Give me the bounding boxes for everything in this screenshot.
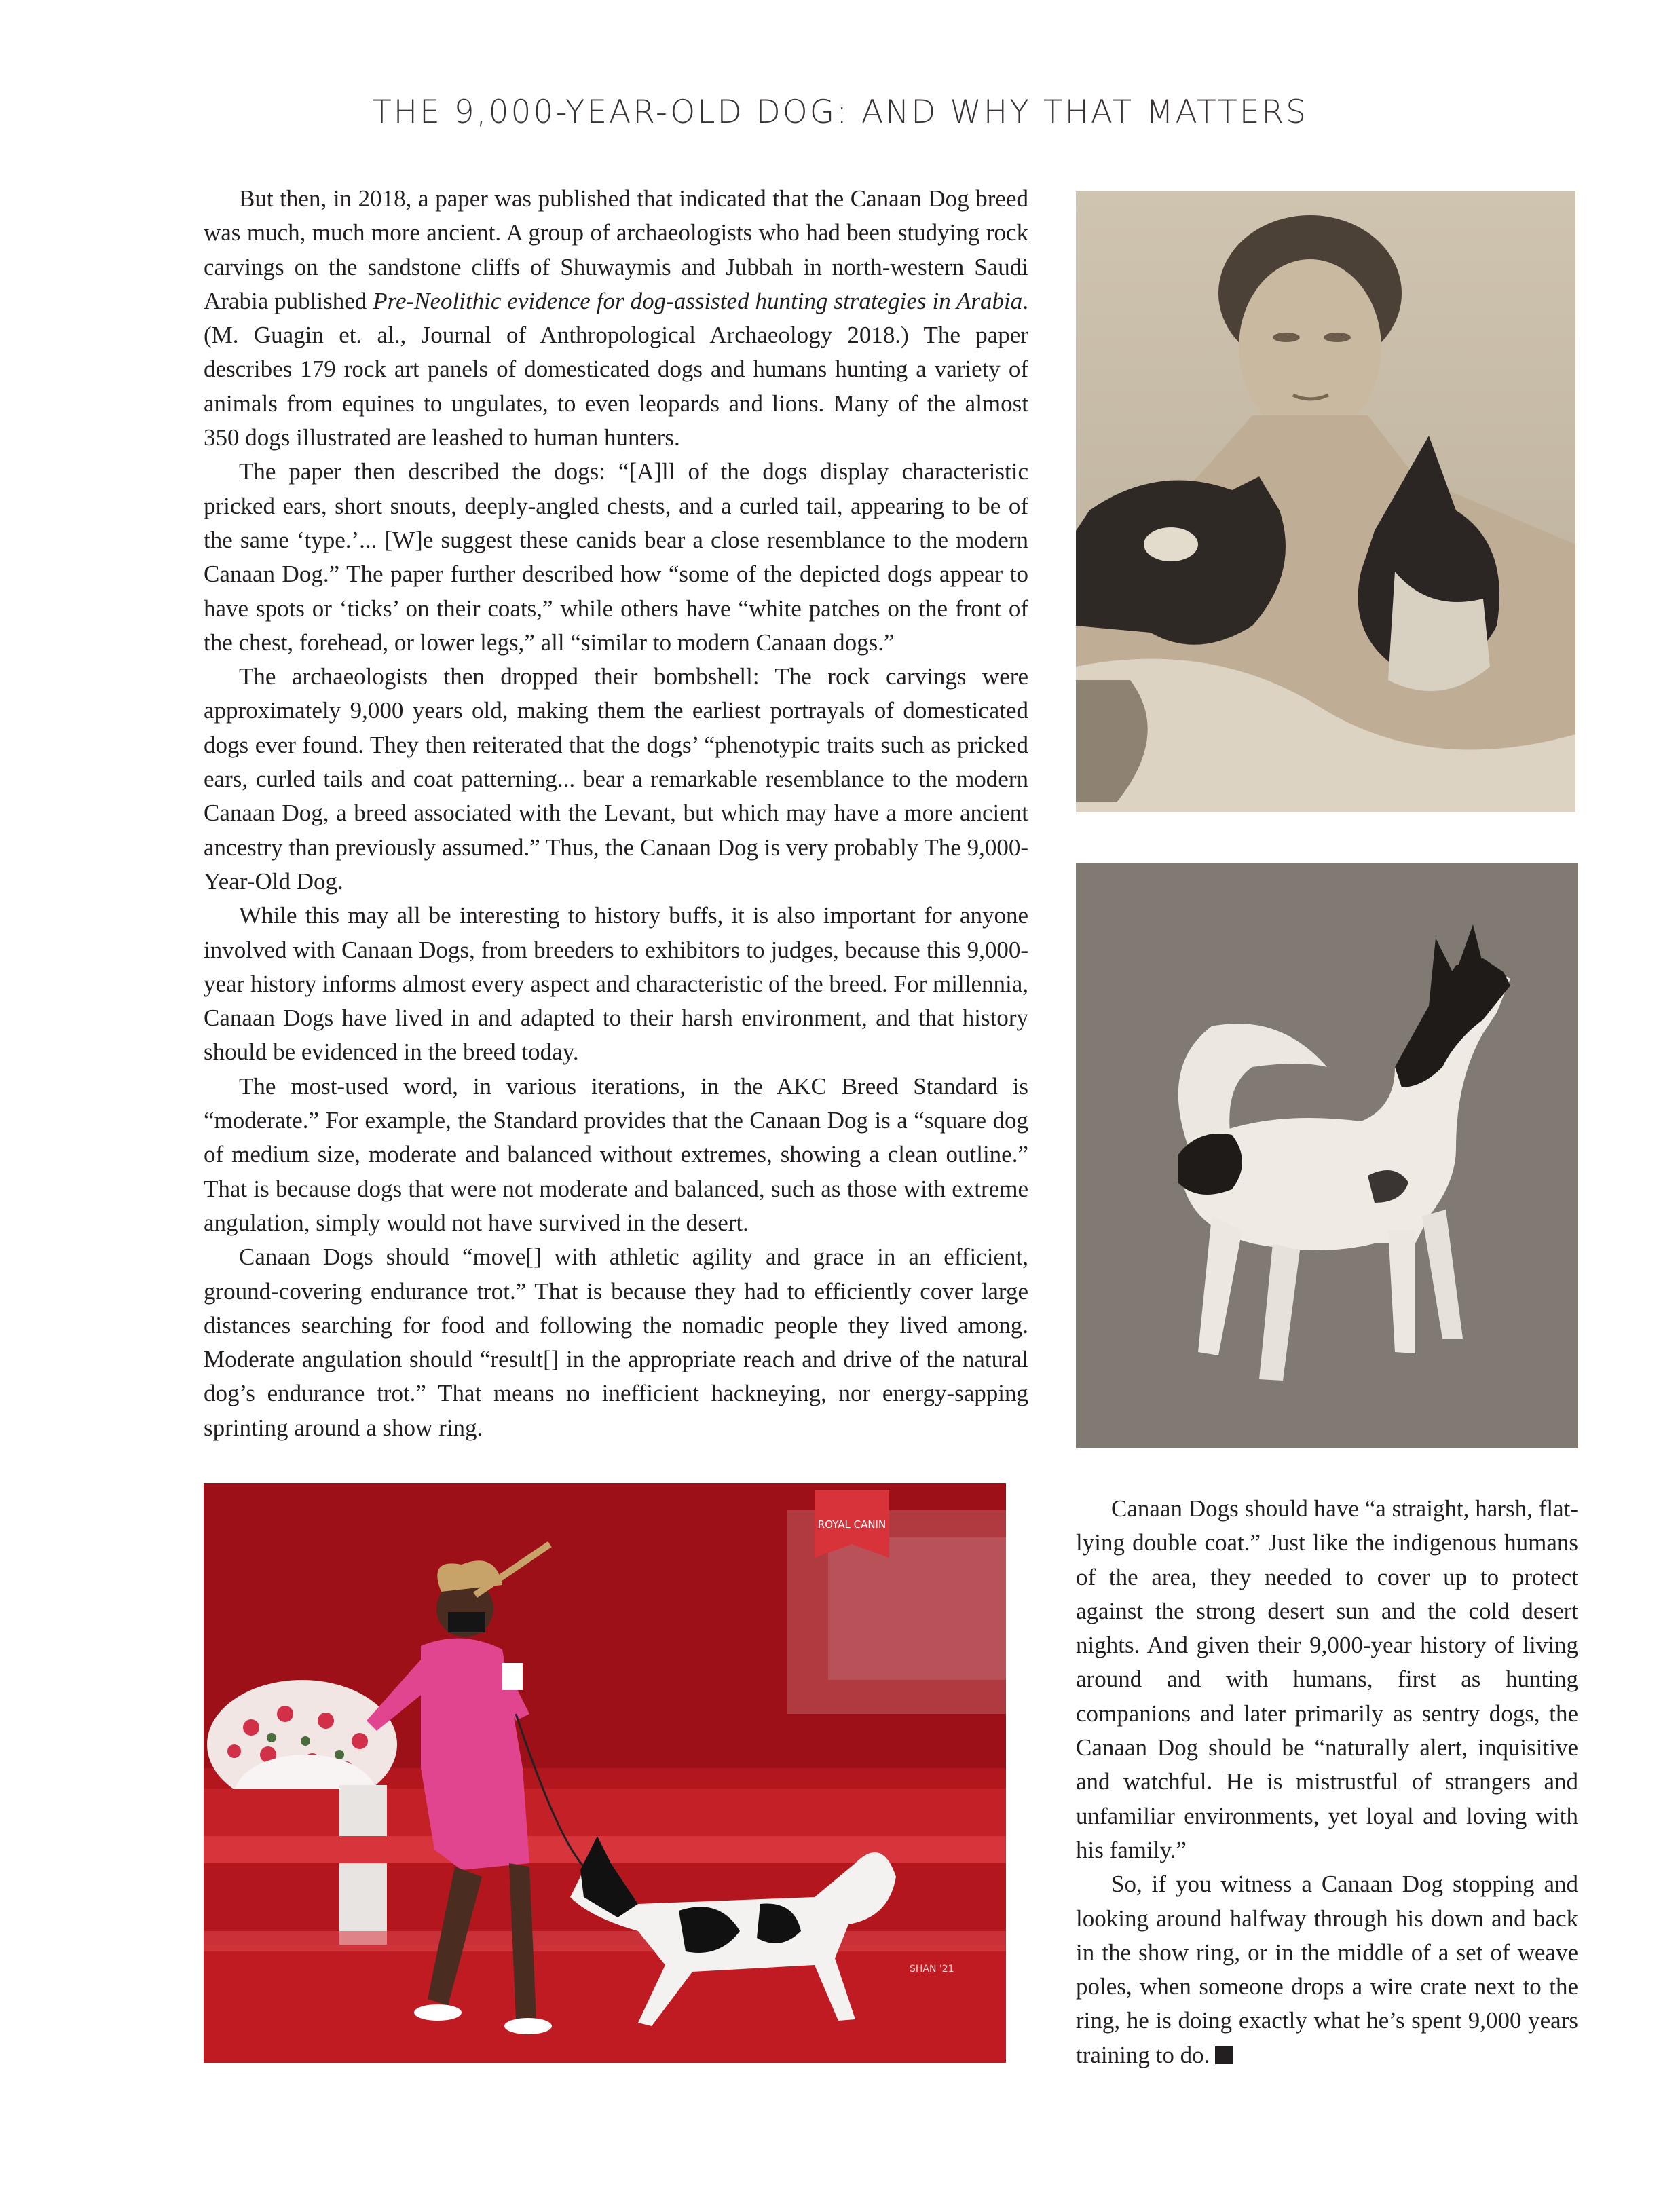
- photo-standing-dog: [1076, 863, 1578, 1448]
- right-paragraph-1: Canaan Dogs should have “a straight, harsh, flat-lying double coat.” Just like the indigenous humans of the area, they needed to cover up to protect against the strong desert sun and the cold desert nights. And given their 9,000-year history of living around and with humans, first as hunting companions and later primarily as sentry dogs, the Canaan Dog should be “naturally alert, inquisitive and watchful. He is mistrustful of strangers and unfamiliar environments, yet loyal and loving with his family.”: [1076, 1495, 1578, 1863]
- paragraph-4: While this may all be interesting to history buffs, it is also important for anyone involved with Canaan Dogs, from breeders to exhibitors to judges, because this 9,000-year history informs almost every aspect and characteristic of the breed. For millennia, Canaan Dogs have lived in and adapted to their harsh environment, and that history should be evidenced in the breed today.: [204, 902, 1028, 1066]
- paper-title: Pre-Neolithic evidence for dog-assisted hunting strategies in Arabia: [373, 287, 1023, 314]
- paragraph-2: The paper then described the dogs: “[A]ll of the dogs display characteristic pricked ears, short snouts, deeply-angled chests, and a curled tail, appearing to be of the same ‘type.’... [W]e suggest these canids bear a close resemblance to the modern Canaan Dog.” The paper further described how “some of the depicted dogs appear to have spots or ‘ticks’ on their coats,” while others have “white patches on the front of the chest, forehead, or lower legs,” all “similar to modern Canaan dogs.”: [204, 458, 1028, 656]
- photo-credit: SHAN '21: [910, 1964, 954, 1975]
- right-paragraph-2: So, if you witness a Canaan Dog stopping and looking around halfway through his down and back in the show ring, or in the middle of a set of weave poles, when someone drops a wire crate next to the ring, he is doing exactly what he’s spent 9,000 years training to do.: [1076, 1871, 1578, 2068]
- page-title: THE 9,000-YEAR-OLD DOG: AND WHY THAT MATTERS: [372, 94, 1308, 131]
- photo-show-ring: [204, 1483, 1006, 2063]
- photo-woman-with-dogs: [1076, 191, 1575, 812]
- paragraph-5: The most-used word, in various iterations, in the AKC Breed Standard is “moderate.” For example, the Standard provides that the Canaan Dog is a “square dog of medium size, moderate and balanced without extremes, showing a clean outline.” That is because dogs that were not moderate and balanced, such as those with extreme angulation, simply would not have survived in the desert.: [204, 1072, 1028, 1236]
- paragraph-3: The archaeologists then dropped their bombshell: The rock carvings were approximately 9,000 years old, making them the earliest portrayals of domesticated dogs ever found. They then reiterated that the dogs’ “phenotypic traits such as pricked ears, curled tails and coat patterning... bear a remarkable resemblance to the modern Canaan Dog, a breed associated with the Levant, but which may have a more ancient ancestry than previously assumed.” Thus, the Canaan Dog is very probably The 9,000-Year-Old Dog.: [204, 663, 1028, 895]
- paragraph-6: Canaan Dogs should “move[] with athletic agility and grace in an efficient, ground-covering endurance trot.” That is because they had to efficiently cover large distances searching for food and following the nomadic people they lived among. Moderate angulation should “result[] in the appropriate reach and drive of the natural dog’s endurance trot.” That means no inefficient hackneying, nor energy-sapping sprinting around a show ring.: [204, 1243, 1028, 1441]
- end-mark-icon: [1215, 2046, 1233, 2064]
- banner-text: ROYAL CANIN: [817, 1518, 886, 1531]
- paragraph-1: But then, in 2018, a paper was published that indicated that the Canaan Dog breed was much, much more ancient. A group of archaeologists who had been studying rock carvings on the sandstone cliffs of Shuwaymis and Jubbah in north-western Saudi Arabia published Pre-Neolithic evidence for dog-assisted hunting strategies in Arabia. (M. Guagin et. al., Journal of Anthropological Archaeology 2018.) The paper describes 179 rock art panels of domesticated dogs and humans hunting a variety of animals from equines to ungulates, to even leopards and lions. Many of the almost 350 dogs illustrated are leashed to human hunters.: [204, 185, 1029, 451]
- main-article-column: [204, 182, 1028, 1445]
- right-article-column: [1076, 1492, 1578, 2072]
